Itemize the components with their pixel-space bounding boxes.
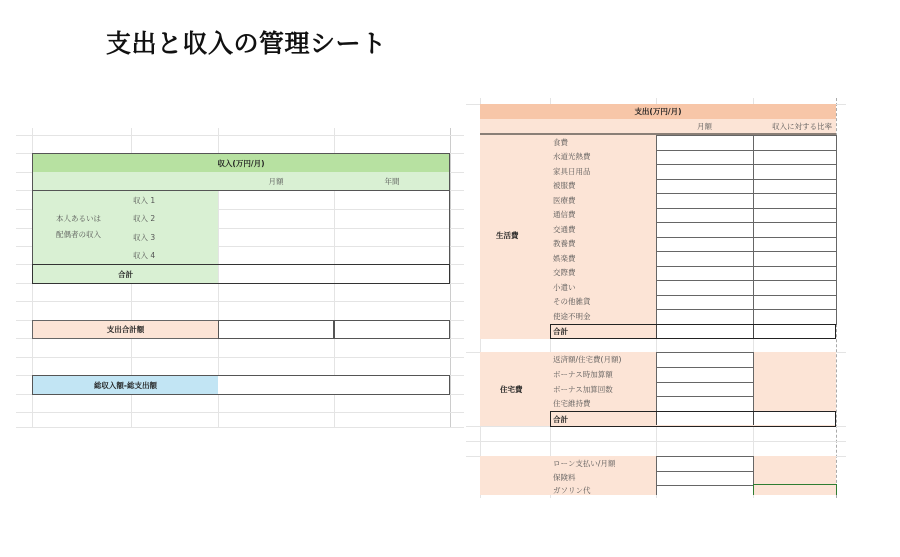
expense-col-monthly: 月額 bbox=[697, 122, 712, 131]
living-household-monthly-cell[interactable] bbox=[656, 164, 754, 180]
income-header: 収入(万円/月) bbox=[33, 154, 449, 172]
living-telecom-monthly-cell[interactable] bbox=[656, 208, 754, 224]
living-item-label: 娯楽費 bbox=[553, 253, 576, 263]
living-item-label: 交通費 bbox=[553, 224, 576, 234]
living-total-ratio-cell[interactable] bbox=[753, 325, 835, 338]
housing-total-ratio-cell[interactable] bbox=[753, 412, 835, 425]
gridline bbox=[466, 441, 846, 442]
other-item-label: ガソリン代 bbox=[553, 486, 591, 495]
living-utilities-monthly-cell[interactable] bbox=[656, 150, 754, 166]
living-education-ratio-cell[interactable] bbox=[753, 237, 837, 253]
living-medical-monthly-cell[interactable] bbox=[656, 193, 754, 209]
income-col-monthly: 月額 bbox=[268, 176, 284, 186]
living-item-label: 通信費 bbox=[553, 210, 576, 220]
living-item-label: 教養費 bbox=[553, 239, 576, 249]
other-item-label: ローン支払い/月額 bbox=[553, 458, 616, 468]
living-item-label: 水道光熱費 bbox=[553, 152, 591, 162]
living-entertainment-monthly-cell[interactable] bbox=[656, 251, 754, 267]
income-3-annual-cell[interactable] bbox=[335, 228, 449, 246]
other-item-label: 保険料 bbox=[553, 473, 576, 483]
gridline bbox=[16, 427, 464, 428]
living-group-label: 生活費 bbox=[496, 230, 519, 240]
living-total-label: 合計 bbox=[553, 327, 568, 336]
income-row-label: 収入 4 bbox=[133, 250, 156, 260]
expense-header: 支出(万円/月) bbox=[480, 104, 836, 119]
loan-monthly-cell[interactable] bbox=[656, 456, 754, 472]
living-total-monthly-cell[interactable] bbox=[656, 325, 753, 338]
income-col-annual: 年間 bbox=[384, 176, 400, 186]
living-transport-monthly-cell[interactable] bbox=[656, 222, 754, 238]
income-4-monthly-cell[interactable] bbox=[219, 246, 334, 264]
living-food-monthly-cell[interactable] bbox=[656, 135, 754, 151]
income-3-monthly-cell[interactable] bbox=[219, 228, 334, 246]
selected-cell-indicator[interactable] bbox=[753, 484, 837, 495]
living-telecom-ratio-cell[interactable] bbox=[753, 208, 837, 224]
income-group-label-line2: 配偶者の収入 bbox=[56, 229, 101, 239]
gasoline-monthly-cell[interactable] bbox=[656, 485, 754, 495]
housing-total-label: 合計 bbox=[553, 414, 568, 424]
income-total-monthly-cell[interactable] bbox=[219, 265, 334, 283]
living-item-label: 家具日用品 bbox=[553, 166, 591, 176]
living-utilities-ratio-cell[interactable] bbox=[753, 150, 837, 166]
living-household-ratio-cell[interactable] bbox=[753, 164, 837, 180]
expense-total-annual-cell[interactable] bbox=[334, 320, 450, 339]
expense-total-label: 支出合計額 bbox=[32, 320, 218, 339]
living-item-label: 小遣い bbox=[553, 282, 576, 292]
income-2-annual-cell[interactable] bbox=[335, 209, 449, 227]
living-unknown-ratio-cell[interactable] bbox=[753, 309, 837, 325]
page-title: 支出と収入の管理シート bbox=[106, 29, 387, 58]
living-item-label: 医療費 bbox=[553, 195, 576, 205]
income-2-monthly-cell[interactable] bbox=[219, 209, 334, 227]
living-unknown-monthly-cell[interactable] bbox=[656, 309, 754, 325]
living-clothing-monthly-cell[interactable] bbox=[656, 179, 754, 195]
income-total-label: 合計 bbox=[118, 269, 133, 279]
living-item-label: 被服費 bbox=[553, 181, 576, 191]
income-4-annual-cell[interactable] bbox=[335, 246, 449, 264]
housing-group-label: 住宅費 bbox=[500, 384, 523, 394]
income-1-annual-cell[interactable] bbox=[335, 191, 449, 209]
living-social-monthly-cell[interactable] bbox=[656, 266, 754, 282]
living-medical-ratio-cell[interactable] bbox=[753, 193, 837, 209]
income-group-label-line1: 本人あるいは bbox=[56, 213, 101, 223]
housing-maintenance-cell[interactable] bbox=[656, 396, 754, 412]
living-item-label: 交際費 bbox=[553, 268, 576, 278]
living-allowance-monthly-cell[interactable] bbox=[656, 280, 754, 296]
housing-item-label: ボーナス加算回数 bbox=[553, 385, 613, 394]
living-social-ratio-cell[interactable] bbox=[753, 266, 837, 282]
living-transport-ratio-cell[interactable] bbox=[753, 222, 837, 238]
living-item-label: 食費 bbox=[553, 137, 568, 147]
housing-bonus-amount-cell[interactable] bbox=[656, 367, 754, 383]
living-clothing-ratio-cell[interactable] bbox=[753, 179, 837, 195]
income-total-annual-cell[interactable] bbox=[335, 265, 448, 283]
housing-total-monthly-cell[interactable] bbox=[656, 412, 753, 425]
living-item-label: 使途不明金 bbox=[553, 311, 591, 321]
living-misc-ratio-cell[interactable] bbox=[753, 295, 837, 311]
income-row-label: 収入 3 bbox=[133, 232, 156, 242]
insurance-monthly-cell[interactable] bbox=[656, 471, 754, 487]
living-item-label: その他雑貨 bbox=[553, 297, 591, 307]
gridline bbox=[16, 135, 464, 136]
housing-item-label: 住宅維持費 bbox=[553, 399, 591, 408]
housing-payment-monthly-cell[interactable] bbox=[656, 352, 754, 368]
income-row-label: 収入 1 bbox=[133, 195, 156, 205]
housing-item-label: ボーナス時加算額 bbox=[553, 370, 613, 379]
gridline bbox=[450, 128, 451, 428]
income-1-monthly-cell[interactable] bbox=[219, 191, 334, 209]
living-allowance-ratio-cell[interactable] bbox=[753, 280, 837, 296]
gridline bbox=[16, 412, 464, 413]
gridline bbox=[16, 301, 464, 302]
expense-total-monthly-cell[interactable] bbox=[218, 320, 334, 339]
housing-item-label: 返済額/住宅費(月額) bbox=[553, 355, 622, 364]
net-value-cell[interactable] bbox=[219, 376, 448, 394]
living-food-ratio-cell[interactable] bbox=[753, 135, 837, 151]
living-entertainment-ratio-cell[interactable] bbox=[753, 251, 837, 267]
income-row-label: 収入 2 bbox=[133, 213, 156, 223]
living-education-monthly-cell[interactable] bbox=[656, 237, 754, 253]
net-label: 総収入額-総支出額 bbox=[33, 376, 218, 394]
gridline bbox=[16, 357, 464, 358]
living-misc-monthly-cell[interactable] bbox=[656, 295, 754, 311]
expense-col-ratio: 収入に対する比率 bbox=[772, 122, 832, 131]
